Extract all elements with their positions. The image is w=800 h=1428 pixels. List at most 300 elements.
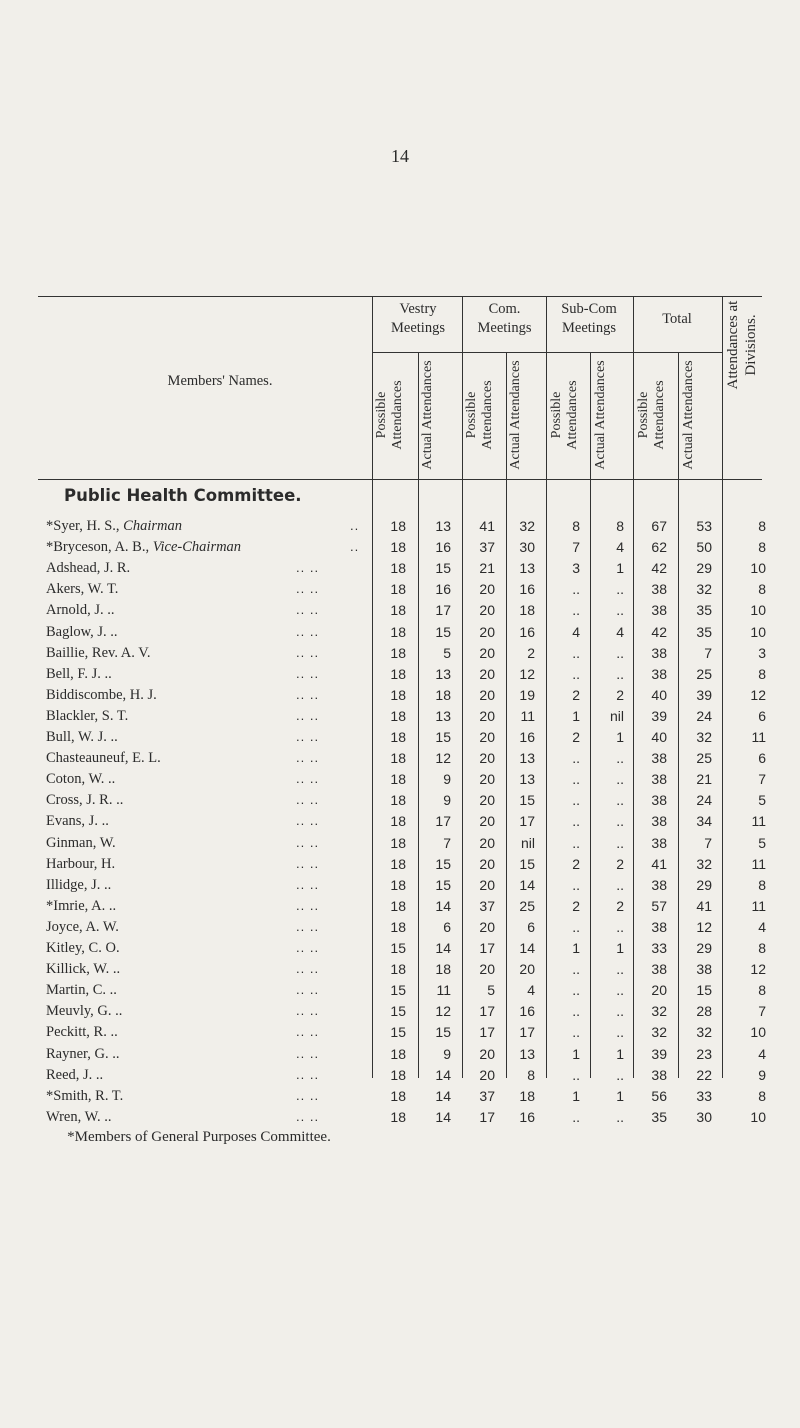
cell-value: 15 — [435, 855, 451, 872]
cell-value: 1 — [616, 1045, 624, 1062]
cell-value: 37 — [479, 897, 495, 914]
cell-value: 15 — [435, 876, 451, 893]
cell-value: 5 — [487, 982, 495, 999]
cell-value: 11 — [751, 897, 766, 914]
leader-dots: .. .. — [296, 1024, 320, 1040]
cell-value: 18 — [390, 707, 406, 724]
table-row — [0, 1024, 800, 1046]
member-name-text: Reed, J. .. — [46, 1066, 104, 1083]
cell-value: 11 — [436, 982, 451, 999]
cell-value: 17 — [435, 602, 451, 619]
header-subcom-possible: Possible Attendances — [549, 380, 580, 450]
cell-value: 29 — [696, 876, 712, 893]
cell-value: .. — [616, 876, 624, 893]
cell-value: 18 — [390, 1045, 406, 1062]
cell-value: 38 — [651, 813, 667, 830]
table-row — [0, 581, 800, 603]
cell-value: 8 — [758, 940, 766, 956]
cell-value: .. — [616, 750, 624, 767]
cell-value: 38 — [651, 918, 667, 935]
cell-value: 32 — [696, 855, 712, 872]
cell-value: 12 — [435, 1003, 451, 1020]
cell-value: 15 — [519, 792, 535, 809]
table-row — [0, 624, 800, 646]
leader-dots: .. .. — [296, 1108, 320, 1124]
cell-value: 15 — [435, 623, 451, 640]
cell-value: nil — [609, 707, 624, 724]
leader-dots: .. .. — [296, 813, 320, 829]
cell-value: 18 — [390, 644, 406, 661]
leader-dots: .. .. — [296, 918, 320, 934]
cell-value: 18 — [390, 876, 406, 893]
header-total: Total — [662, 311, 692, 327]
cell-value: 18 — [390, 518, 406, 534]
cell-value: 14 — [435, 1066, 451, 1083]
header-attendances-divisions: Attendances at Divisions. — [725, 300, 759, 390]
header-subcom-actual: Actual Attendances — [593, 360, 608, 470]
member-name — [46, 813, 109, 830]
header-total-actual: Actual Attendances — [681, 360, 696, 470]
cell-value: 10 — [750, 560, 766, 577]
cell-value: 18 — [390, 686, 406, 703]
cell-value: 17 — [479, 1003, 495, 1020]
header-vestry-actual: Actual Attendances — [420, 360, 435, 470]
member-name-text: Akers, W. T. — [46, 581, 119, 598]
table-row — [0, 1067, 800, 1089]
cell-value: .. — [616, 1003, 624, 1020]
cell-value: .. — [616, 1066, 624, 1083]
table-row — [0, 982, 800, 1004]
cell-value: 32 — [696, 581, 712, 598]
member-name — [46, 1109, 111, 1126]
member-name-text: Bryceson, A. B., — [53, 539, 153, 556]
cell-value: .. — [616, 1024, 624, 1041]
cell-value: 7 — [704, 834, 712, 851]
cell-value: 14 — [519, 876, 535, 893]
cell-value: 17 — [479, 940, 495, 956]
cell-value: .. — [616, 581, 624, 598]
member-role: Vice-Chairman — [152, 539, 242, 556]
cell-value: 18 — [390, 1087, 406, 1104]
cell-value: .. — [572, 813, 580, 830]
cell-value: 20 — [479, 707, 495, 724]
member-name — [46, 919, 119, 936]
cell-value: 13 — [435, 518, 451, 534]
cell-value: 8 — [527, 1066, 535, 1083]
cell-value: .. — [572, 876, 580, 893]
leader-dots: .. .. — [296, 602, 320, 618]
cell-value: 33 — [651, 940, 667, 956]
member-name — [46, 581, 118, 598]
cell-value: 16 — [519, 1003, 535, 1020]
cell-value: 20 — [479, 771, 495, 788]
cell-value: 7 — [758, 771, 766, 788]
header-com-meetings: Com. Meetings — [477, 301, 532, 336]
cell-value: 1 — [572, 1087, 580, 1104]
cell-value: 5 — [443, 644, 451, 661]
cell-value: .. — [572, 961, 580, 978]
cell-value: 1 — [572, 707, 580, 724]
cell-value: 20 — [519, 961, 535, 978]
cell-value: 13 — [519, 750, 535, 767]
member-name-text: Coton, W. .. — [46, 771, 116, 788]
cell-value: 20 — [651, 982, 667, 999]
leader-dots: .. .. — [296, 897, 320, 913]
member-name — [46, 666, 112, 683]
cell-value: 56 — [651, 1087, 667, 1104]
member-name-text: Baglow, J. .. — [46, 623, 118, 640]
cell-value: 38 — [696, 961, 712, 978]
cell-value: 33 — [696, 1087, 712, 1104]
leader-dots: .. .. — [296, 686, 320, 702]
footnote: *Members of General Purposes Committee. — [67, 1129, 331, 1145]
cell-value: 38 — [651, 834, 667, 851]
member-star: * — [46, 1087, 54, 1104]
group-header-rule — [372, 352, 722, 353]
cell-value: 18 — [519, 1087, 535, 1104]
cell-value: 8 — [758, 665, 766, 682]
cell-value: .. — [572, 982, 580, 999]
cell-value: 15 — [390, 982, 406, 999]
member-name-text: Peckitt, R. .. — [46, 1024, 118, 1041]
table-row — [0, 1046, 800, 1068]
cell-value: 20 — [479, 834, 495, 851]
cell-value: 7 — [572, 539, 580, 556]
member-name — [46, 877, 111, 894]
cell-value: 20 — [479, 729, 495, 745]
cell-value: 14 — [435, 897, 451, 914]
table-row — [0, 877, 800, 899]
cell-value: .. — [616, 792, 624, 809]
member-name — [46, 961, 120, 978]
cell-value: 18 — [390, 560, 406, 577]
leader-dots: .. .. — [296, 560, 320, 576]
cell-value: 12 — [519, 665, 535, 682]
cell-value: 18 — [390, 729, 406, 745]
cell-value: 15 — [390, 1003, 406, 1020]
member-name-text: Wren, W. .. — [46, 1108, 112, 1125]
leader-dots: .. .. — [296, 834, 320, 850]
member-name — [46, 771, 115, 788]
member-name — [46, 750, 161, 767]
cell-value: 10 — [750, 623, 766, 640]
leader-dots: .. .. — [296, 1003, 320, 1019]
table-top-rule — [38, 296, 762, 297]
cell-value: 15 — [696, 982, 712, 999]
cell-value: 8 — [758, 1087, 766, 1104]
cell-value: 29 — [696, 940, 712, 956]
member-name — [46, 729, 118, 746]
cell-value: 4 — [572, 623, 580, 640]
cell-value: .. — [572, 1066, 580, 1083]
cell-value: 16 — [435, 539, 451, 556]
cell-value: 42 — [651, 623, 667, 640]
member-name — [46, 708, 128, 725]
cell-value: 13 — [519, 1045, 535, 1062]
leader-dots: .. .. — [296, 644, 320, 660]
header-vestry-possible: Possible Attendances — [374, 380, 405, 450]
cell-value: 4 — [527, 982, 535, 999]
member-name — [46, 1088, 123, 1105]
leader-dots: .. .. — [296, 982, 320, 998]
cell-value: 25 — [519, 897, 535, 914]
cell-value: 28 — [696, 1003, 712, 1020]
cell-value: 20 — [479, 876, 495, 893]
table-row — [0, 898, 800, 920]
cell-value: 34 — [696, 813, 712, 830]
cell-value: 1 — [616, 560, 624, 577]
cell-value: 32 — [696, 1024, 712, 1041]
cell-value: 3 — [572, 560, 580, 577]
table-row — [0, 771, 800, 793]
cell-value: 35 — [651, 1108, 667, 1125]
cell-value: 16 — [435, 581, 451, 598]
cell-value: 35 — [696, 623, 712, 640]
member-name — [46, 560, 130, 577]
cell-value: 1 — [572, 1045, 580, 1062]
cell-value: 30 — [519, 539, 535, 556]
member-name-text: Syer, H. S., — [53, 518, 124, 534]
leader-dots: .. — [350, 518, 360, 533]
cell-value: .. — [572, 918, 580, 935]
cell-value: 18 — [390, 602, 406, 619]
member-name-text: Evans, J. .. — [46, 813, 109, 830]
member-name-text: Joyce, A. W. — [46, 918, 119, 935]
cell-value: 25 — [696, 750, 712, 767]
cell-value: 14 — [435, 1087, 451, 1104]
cell-value: 41 — [651, 855, 667, 872]
member-name-text: Ginman, W. — [46, 834, 116, 851]
cell-value: 18 — [435, 686, 451, 703]
cell-value: 20 — [479, 813, 495, 830]
cell-value: 17 — [519, 813, 535, 830]
member-name — [46, 1003, 122, 1020]
leader-dots: .. .. — [296, 792, 320, 808]
leader-dots: .. .. — [296, 581, 320, 597]
cell-value: 8 — [758, 876, 766, 893]
cell-value: 6 — [758, 750, 766, 767]
table-row — [0, 919, 800, 941]
cell-value: 14 — [435, 1108, 451, 1125]
member-name — [46, 835, 116, 852]
member-name — [46, 624, 118, 641]
cell-value: 40 — [651, 686, 667, 703]
cell-value: 8 — [572, 518, 580, 534]
member-name — [46, 602, 114, 619]
cell-value: 42 — [651, 560, 667, 577]
cell-value: 12 — [750, 686, 766, 703]
cell-value: 20 — [479, 1066, 495, 1083]
cell-value: 4 — [758, 918, 766, 935]
cell-value: 21 — [696, 771, 712, 788]
leader-dots: .. .. — [296, 1066, 320, 1082]
cell-value: 50 — [696, 539, 712, 556]
cell-value: .. — [616, 771, 624, 788]
cell-value: 38 — [651, 876, 667, 893]
cell-value: .. — [572, 792, 580, 809]
cell-value: 12 — [696, 918, 712, 935]
cell-value: .. — [572, 1003, 580, 1020]
leader-dots: .. .. — [296, 940, 320, 955]
table-row — [0, 687, 800, 709]
cell-value: 9 — [443, 1045, 451, 1062]
member-name-text: Smith, R. T. — [53, 1087, 124, 1104]
cell-value: 17 — [519, 1024, 535, 1041]
table-row — [0, 792, 800, 814]
cell-value: .. — [616, 602, 624, 619]
table-row — [0, 940, 800, 962]
member-name-text: Arnold, J. .. — [46, 602, 115, 619]
member-name — [46, 539, 241, 556]
cell-value: .. — [616, 665, 624, 682]
cell-value: 13 — [519, 771, 535, 788]
cell-value: 37 — [479, 539, 495, 556]
cell-value: 7 — [704, 644, 712, 661]
table-header-rule — [38, 479, 762, 480]
cell-value: 15 — [390, 940, 406, 956]
cell-value: 19 — [519, 686, 535, 703]
cell-value: .. — [616, 918, 624, 935]
cell-value: 16 — [519, 581, 535, 598]
cell-value: 15 — [435, 560, 451, 577]
cell-value: 38 — [651, 1066, 667, 1083]
cell-value: 41 — [479, 518, 495, 534]
member-name-text: Cross, J. R. .. — [46, 792, 124, 809]
table-row — [0, 813, 800, 835]
cell-value: 18 — [519, 602, 535, 619]
cell-value: 38 — [651, 665, 667, 682]
table-row — [0, 750, 800, 772]
cell-value: 57 — [651, 897, 667, 914]
member-star: * — [46, 897, 54, 914]
cell-value: 10 — [750, 602, 766, 619]
header-vestry-meetings: Vestry Meetings — [391, 301, 445, 336]
cell-value: 3 — [758, 644, 766, 661]
cell-value: 7 — [443, 834, 451, 851]
cell-value: .. — [616, 834, 624, 851]
cell-value: 18 — [390, 855, 406, 872]
cell-value: 24 — [696, 792, 712, 809]
cell-value: 18 — [390, 1108, 406, 1125]
member-name-text: Chasteauneuf, E. L. — [46, 750, 161, 767]
cell-value: 2 — [616, 855, 624, 872]
cell-value: 13 — [519, 560, 535, 577]
member-star: * — [46, 518, 54, 534]
cell-value: nil — [520, 834, 535, 851]
cell-value: 9 — [758, 1066, 766, 1083]
cell-value: 11 — [520, 707, 535, 724]
member-name-text: Bull, W. J. .. — [46, 729, 118, 745]
cell-value: 11 — [751, 729, 766, 745]
cell-value: 12 — [750, 961, 766, 978]
cell-value: .. — [572, 834, 580, 851]
cell-value: 1 — [616, 729, 624, 745]
table-row — [0, 518, 800, 540]
cell-value: 32 — [651, 1003, 667, 1020]
cell-value: 25 — [696, 665, 712, 682]
cell-value: .. — [616, 644, 624, 661]
cell-value: 20 — [479, 1045, 495, 1062]
cell-value: 10 — [750, 1024, 766, 1041]
cell-value: .. — [572, 602, 580, 619]
cell-value: 37 — [479, 1087, 495, 1104]
cell-value: 18 — [390, 750, 406, 767]
cell-value: 39 — [651, 707, 667, 724]
cell-value: 38 — [651, 750, 667, 767]
cell-value: 13 — [435, 665, 451, 682]
cell-value: 11 — [751, 813, 766, 830]
cell-value: 16 — [519, 623, 535, 640]
cell-value: 38 — [651, 602, 667, 619]
cell-value: 20 — [479, 750, 495, 767]
cell-value: .. — [572, 581, 580, 598]
leader-dots: .. .. — [296, 707, 320, 723]
cell-value: 18 — [390, 623, 406, 640]
header-total-possible: Possible Attendances — [636, 380, 667, 450]
page-number: 14 — [391, 146, 409, 166]
leader-dots: .. .. — [296, 665, 320, 681]
leader-dots: .. .. — [296, 855, 320, 871]
cell-value: 20 — [479, 581, 495, 598]
cell-value: .. — [572, 644, 580, 661]
table-row — [0, 961, 800, 983]
cell-value: 18 — [390, 813, 406, 830]
cell-value: 32 — [696, 729, 712, 745]
member-name — [46, 1024, 118, 1041]
cell-value: 20 — [479, 623, 495, 640]
table-row — [0, 1003, 800, 1025]
cell-value: .. — [616, 982, 624, 999]
cell-value: 18 — [390, 792, 406, 809]
cell-value: 30 — [696, 1108, 712, 1125]
cell-value: 22 — [696, 1066, 712, 1083]
cell-value: 5 — [758, 792, 766, 809]
cell-value: .. — [616, 1108, 624, 1125]
cell-value: 2 — [616, 897, 624, 914]
cell-value: 38 — [651, 792, 667, 809]
member-name-text: Illidge, J. .. — [46, 876, 112, 893]
table-row — [0, 602, 800, 624]
cell-value: 18 — [390, 961, 406, 978]
cell-value: 7 — [758, 1003, 766, 1020]
cell-value: 2 — [572, 729, 580, 745]
cell-value: 20 — [479, 644, 495, 661]
member-name — [46, 687, 157, 704]
cell-value: 38 — [651, 581, 667, 598]
member-name-text: Meuvly, G. .. — [46, 1003, 123, 1020]
cell-value: 20 — [479, 918, 495, 935]
cell-value: 9 — [443, 792, 451, 809]
cell-value: 15 — [435, 1024, 451, 1041]
leader-dots: .. — [350, 539, 360, 555]
cell-value: 2 — [572, 686, 580, 703]
cell-value: 41 — [696, 897, 712, 914]
cell-value: .. — [572, 771, 580, 788]
cell-value: .. — [572, 1024, 580, 1041]
leader-dots: .. .. — [296, 1045, 320, 1061]
cell-value: 6 — [527, 918, 535, 935]
header-com-possible: Possible Attendances — [464, 380, 495, 450]
table-row — [0, 666, 800, 688]
table-row — [0, 1088, 800, 1110]
member-name — [46, 940, 120, 957]
leader-dots: .. .. — [296, 961, 320, 977]
cell-value: 17 — [479, 1024, 495, 1041]
cell-value: 4 — [616, 623, 624, 640]
leader-dots: .. .. — [296, 771, 320, 787]
member-name-text: Adshead, J. R. — [46, 560, 131, 577]
cell-value: 14 — [435, 940, 451, 956]
